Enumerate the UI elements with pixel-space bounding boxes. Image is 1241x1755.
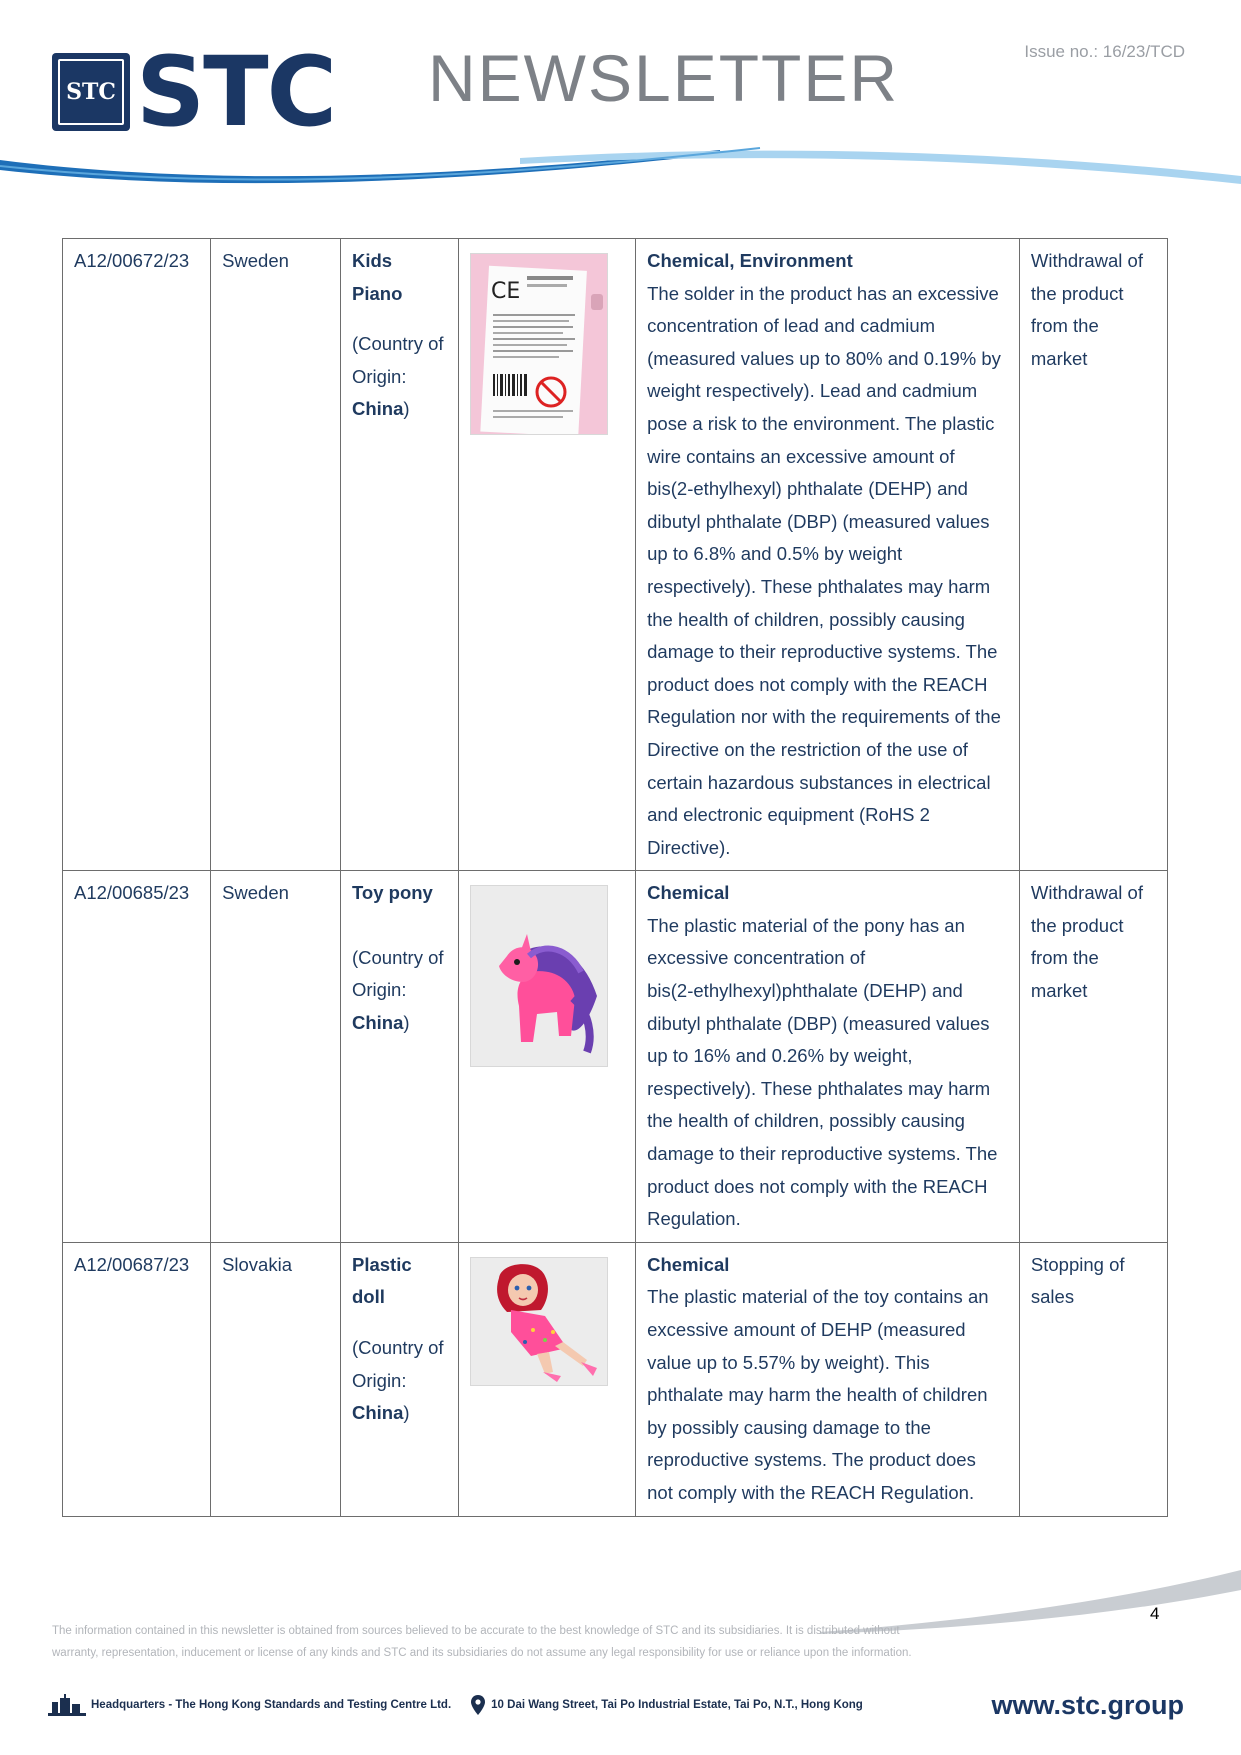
risk-description-line: Directive on the restriction of the use of [647, 738, 968, 760]
origin-country-name: China [352, 1402, 404, 1424]
risk-description-line: The solder in the product has an excessive [647, 282, 999, 304]
risk-description-line: (measured values up to 80% and 0.19% by [647, 347, 1001, 369]
product-name-line: Toy pony [352, 882, 433, 904]
origin-label: Origin: [352, 1369, 407, 1391]
newsletter-title: NEWSLETTER [428, 41, 900, 115]
risk-description-line: excessive concentration of [647, 947, 866, 969]
product-name-line: Kids [352, 250, 393, 271]
origin-country [352, 1007, 448, 1040]
risk-description-line: pose a risk to the environment. The plastic [647, 412, 995, 434]
measure-line: the product [1030, 282, 1124, 304]
risk-title: Chemical [647, 882, 730, 904]
measure-line: from the [1030, 947, 1099, 969]
product-cell [341, 1242, 459, 1516]
headquarters-text: Headquarters - The Hong Kong Standards and Testing Centre Ltd. [91, 1699, 452, 1711]
risk-description-line: Directive). [647, 836, 731, 858]
origin-label: (Country of [352, 946, 444, 968]
origin-country [352, 393, 448, 426]
product-name-line: Plastic [352, 1253, 412, 1275]
origin-label: (Country of [352, 1337, 444, 1358]
risk-description-line: certain hazardous substances in electrical [647, 771, 991, 793]
risk-description-line: product does not comply with the REACH [647, 1175, 988, 1197]
reference-cell [63, 1242, 211, 1516]
disclaimer [52, 1620, 1032, 1664]
stc-logo-mark-icon: STC [52, 53, 130, 131]
measure-line: the product [1030, 914, 1124, 936]
headquarters-building-icon [48, 1694, 86, 1716]
stc-logo [52, 36, 336, 148]
page-header [0, 0, 1241, 200]
measures-cell [1019, 871, 1167, 1243]
risk-cell [636, 239, 1020, 871]
measure-line: from the [1030, 315, 1099, 337]
origin-close: ) [403, 1012, 410, 1034]
risk-description-line: reproductive systems. The product does [647, 1449, 976, 1471]
notifying-country: Slovakia [222, 1253, 292, 1275]
origin-close: ) [403, 398, 410, 420]
risk-description-line: not comply with the REACH Regulation. [647, 1481, 975, 1503]
logo-text: STC [136, 36, 336, 148]
reference-number: A12/00687/23 [74, 1253, 190, 1275]
product-name-line: Piano [352, 282, 403, 304]
risk-description-line: the health of children, possibly causing [647, 1110, 965, 1132]
notifying-country: Sweden [222, 882, 289, 904]
location-pin-icon [471, 1695, 485, 1715]
address-text: 10 Dai Wang Street, Tai Po Industrial Estate, Tai Po, N.T., Hong Kong [491, 1699, 863, 1711]
risk-description-line: damage to their reproductive systems. The [647, 1143, 998, 1165]
origin-label: Origin: [352, 979, 407, 1001]
risk-description-line: phthalate may harm the health of children [647, 1384, 988, 1406]
issue-number: Issue no.: 16/23/TCD [1024, 42, 1185, 61]
risk-description-line: up to 6.8% and 0.5% by weight [647, 543, 903, 565]
measure-line: Withdrawal of [1030, 250, 1143, 271]
risk-description-line: The plastic material of the toy contains an [647, 1286, 989, 1308]
risk-description-line: Regulation nor with the requirements of the [647, 706, 1001, 728]
risk-description-line: respectively). These phthalates may harm [647, 1077, 991, 1099]
website-link[interactable]: www.stc.group [991, 1689, 1184, 1720]
table-row [63, 239, 1168, 871]
measure-line: Withdrawal of [1030, 882, 1143, 904]
plastic-doll-photo-icon [470, 1257, 608, 1386]
origin-country-name: China [352, 398, 404, 420]
notifying-country: Sweden [222, 250, 289, 271]
risk-description-line: Regulation. [647, 1208, 741, 1230]
risk-description-line: damage to their reproductive systems. The [647, 641, 998, 663]
risk-description-line: up to 16% and 0.26% by weight, [647, 1045, 913, 1067]
risk-description-line: weight respectively). Lead and cadmium [647, 380, 978, 402]
origin-country-name: China [352, 1012, 404, 1034]
recall-table [62, 238, 1168, 1517]
risk-cell [636, 871, 1020, 1243]
product-cell [341, 871, 459, 1243]
risk-description-line: bis(2-ethylhexyl) phthalate (DEHP) and [647, 478, 968, 500]
image-cell [458, 1242, 635, 1516]
risk-title: Chemical, Environment [647, 250, 853, 271]
product-name-line: doll [352, 1286, 385, 1308]
kids-piano-label-photo-icon [470, 253, 608, 435]
header-swoosh-icon [0, 140, 1241, 200]
product-cell [341, 239, 459, 871]
risk-description-line: and electronic equipment (RoHS 2 [647, 804, 930, 826]
disclaimer-line: warranty, representation, inducement or license of any kinds and STC and its subsidiaries do not assume any legal responsibility for use or reliance upon the information. [52, 1647, 912, 1659]
table-row [63, 1242, 1168, 1516]
risk-description-line: concentration of lead and cadmium [647, 315, 936, 337]
risk-description-line: The plastic material of the pony has an [647, 914, 965, 936]
measures-cell [1019, 1242, 1167, 1516]
country-cell [211, 871, 341, 1243]
risk-cell [636, 1242, 1020, 1516]
disclaimer-line: The information contained in this newsletter is obtained from sources believed to be accurate to the best knowledge of STC and its subsidiaries. It is distributed without [52, 1625, 900, 1637]
reference-number: A12/00672/23 [74, 250, 190, 271]
reference-cell [63, 239, 211, 871]
origin-label: (Country of [352, 333, 444, 355]
risk-description-line: by possibly causing damage to the [647, 1416, 931, 1438]
page-number: 4 [1150, 1604, 1160, 1623]
risk-description-line: the health of children, possibly causing [647, 608, 965, 630]
country-cell [211, 1242, 341, 1516]
measure-line: Stopping of [1030, 1253, 1125, 1275]
measure-line: market [1030, 980, 1088, 1002]
risk-description-line: dibutyl phthalate (DBP) (measured values [647, 1012, 990, 1034]
risk-description-line: respectively). These phthalates may harm [647, 575, 991, 597]
risk-description-line: dibutyl phthalate (DBP) (measured values [647, 510, 990, 532]
footer-bar [48, 1690, 1184, 1720]
measure-line: sales [1030, 1286, 1075, 1308]
risk-description-line: product does not comply with the REACH [647, 673, 988, 695]
image-cell [458, 239, 635, 871]
image-cell [458, 871, 635, 1243]
toy-pony-photo-icon [470, 885, 608, 1067]
svg-text:CE: CE [490, 279, 521, 304]
reference-number: A12/00685/23 [74, 882, 190, 904]
risk-description-line: value up to 5.57% by weight). This [647, 1351, 930, 1373]
risk-title: Chemical [647, 1253, 730, 1275]
origin-close: ) [403, 1402, 410, 1424]
country-cell [211, 239, 341, 871]
table-row [63, 871, 1168, 1243]
risk-description-line: wire contains an excessive amount of [647, 445, 955, 467]
risk-description-line: bis(2-ethylhexyl)phthalate (DEHP) and [647, 980, 963, 1002]
origin-label: Origin: [352, 365, 407, 387]
measure-line: market [1030, 347, 1088, 369]
risk-description-line: excessive amount of DEHP (measured [647, 1319, 966, 1340]
measures-cell [1019, 239, 1167, 871]
reference-cell [63, 871, 211, 1243]
origin-country [352, 1397, 448, 1430]
